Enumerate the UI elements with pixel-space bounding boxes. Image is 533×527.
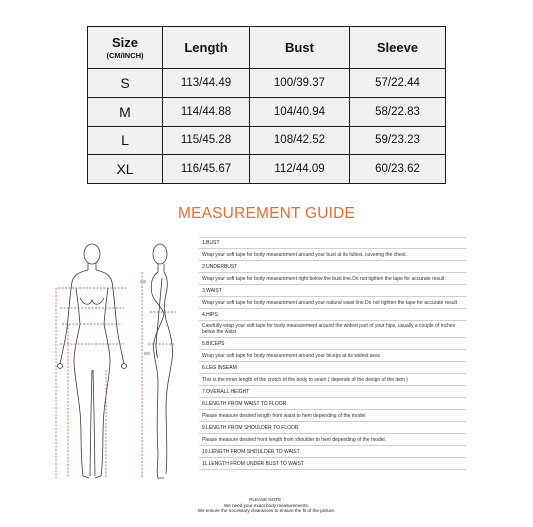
guide-text-shoulder-to-floor: Please measure desired front length from shoulder to hem depending of the model. bbox=[199, 434, 466, 446]
guide-heading-leg-inseam: 6.LEG INSEAM bbox=[199, 362, 466, 374]
length-cell: 114/44.88 bbox=[163, 97, 250, 126]
guide-heading-waist: 3.WAIST bbox=[199, 285, 466, 297]
note-line-measurements: We need your exact body measurements. bbox=[224, 502, 309, 508]
guide-heading-waist-to-floor: 8.LENGTH FROM WAIST TO FLOOR bbox=[199, 398, 466, 410]
guide-heading-shoulder-to-waist: 10.LENGTH FROM SHOULDER TO WAIST bbox=[199, 446, 466, 458]
note-heading: PLEASE NOTE : bbox=[249, 497, 284, 502]
guide-heading-bust: 1.BUST bbox=[199, 237, 466, 249]
guide-heading-biceps: 5.BICEPS bbox=[199, 338, 466, 350]
sleeve-cell: 59/23.23 bbox=[350, 126, 446, 155]
length-column-header: Length bbox=[163, 27, 250, 69]
guide-text-leg-inseam: This is the inner length of the crotch of the body to seam ( depends of the design of the item ) bbox=[199, 374, 466, 386]
table-row bbox=[88, 155, 446, 184]
sleeve-column-header: Sleeve bbox=[350, 27, 446, 69]
length-cell: 115/45.28 bbox=[163, 126, 250, 155]
bust-column-header: Bust bbox=[250, 27, 350, 69]
note-line-clearances: We ensure the necessary clearances to ensure the fit of the picture. bbox=[197, 508, 336, 514]
size-cell: S bbox=[88, 69, 163, 98]
size-cell: M bbox=[88, 97, 163, 126]
note-block bbox=[0, 497, 533, 514]
guide-heading-overall-height: 7.OVERALL HEIGHT bbox=[199, 386, 466, 398]
length-cell: 116/45.67 bbox=[163, 155, 250, 184]
size-header-label: Size bbox=[111, 35, 138, 50]
guide-text-bust: Wrap your soft tape for body measurement around your bust at its fullest, covering the chest. bbox=[199, 249, 466, 261]
sleeve-cell: 58/22.83 bbox=[350, 97, 446, 126]
guide-text-hips: Carefully wrap your soft tape for body measurement around the widest part of your hips, usually a couple of inches below the waist bbox=[199, 321, 466, 338]
size-cell: L bbox=[88, 126, 163, 155]
size-table-header-row bbox=[88, 27, 446, 69]
table-row bbox=[88, 97, 446, 126]
length-cell: 113/44.49 bbox=[163, 69, 250, 98]
guide-heading-hips: 4.HIPS bbox=[199, 309, 466, 321]
size-column-header bbox=[88, 27, 163, 69]
size-chart-table bbox=[87, 26, 446, 184]
guide-text-waist-to-floor: Please measure desired length from waist to hem depending of the model bbox=[199, 410, 466, 422]
bust-cell: 108/42.52 bbox=[250, 126, 350, 155]
bust-cell: 112/44.09 bbox=[250, 155, 350, 184]
guide-text-biceps: Wrap your soft tape for body measurement around your biceps at its widest area bbox=[199, 350, 466, 362]
measurement-guide-list bbox=[199, 237, 466, 470]
body-figures-illustration bbox=[40, 232, 200, 494]
table-row bbox=[88, 69, 446, 98]
guide-text-waist: Wrap your soft tape for body measurement around your natural waist line.Do not tighten the tape for accurate result bbox=[199, 297, 466, 309]
size-cell: XL bbox=[88, 155, 163, 184]
measurement-guide-title: MEASUREMENT GUIDE bbox=[177, 205, 356, 222]
sleeve-cell: 57/22.44 bbox=[350, 69, 446, 98]
guide-heading-shoulder-to-floor: 9.LENGTH FROM SHOULDER TO FLOOR bbox=[199, 422, 466, 434]
bust-cell: 104/40.94 bbox=[250, 97, 350, 126]
side-body-figure bbox=[151, 244, 172, 478]
size-header-unit: (CM/INCH) bbox=[106, 51, 144, 60]
guide-text-underbust: Wrap your soft tape for body measurement right below the bust line.Do not tighten the tape for accurate result bbox=[199, 273, 466, 285]
table-row bbox=[88, 126, 446, 155]
sleeve-cell: 60/23.62 bbox=[350, 155, 446, 184]
bust-cell: 100/39.37 bbox=[250, 69, 350, 98]
guide-heading-underbust: 2.UNDERBUST bbox=[199, 261, 466, 273]
guide-heading-underbust-to-waist: 11.LENGTH FROM UNDER BUST TO WAIST bbox=[199, 458, 466, 470]
